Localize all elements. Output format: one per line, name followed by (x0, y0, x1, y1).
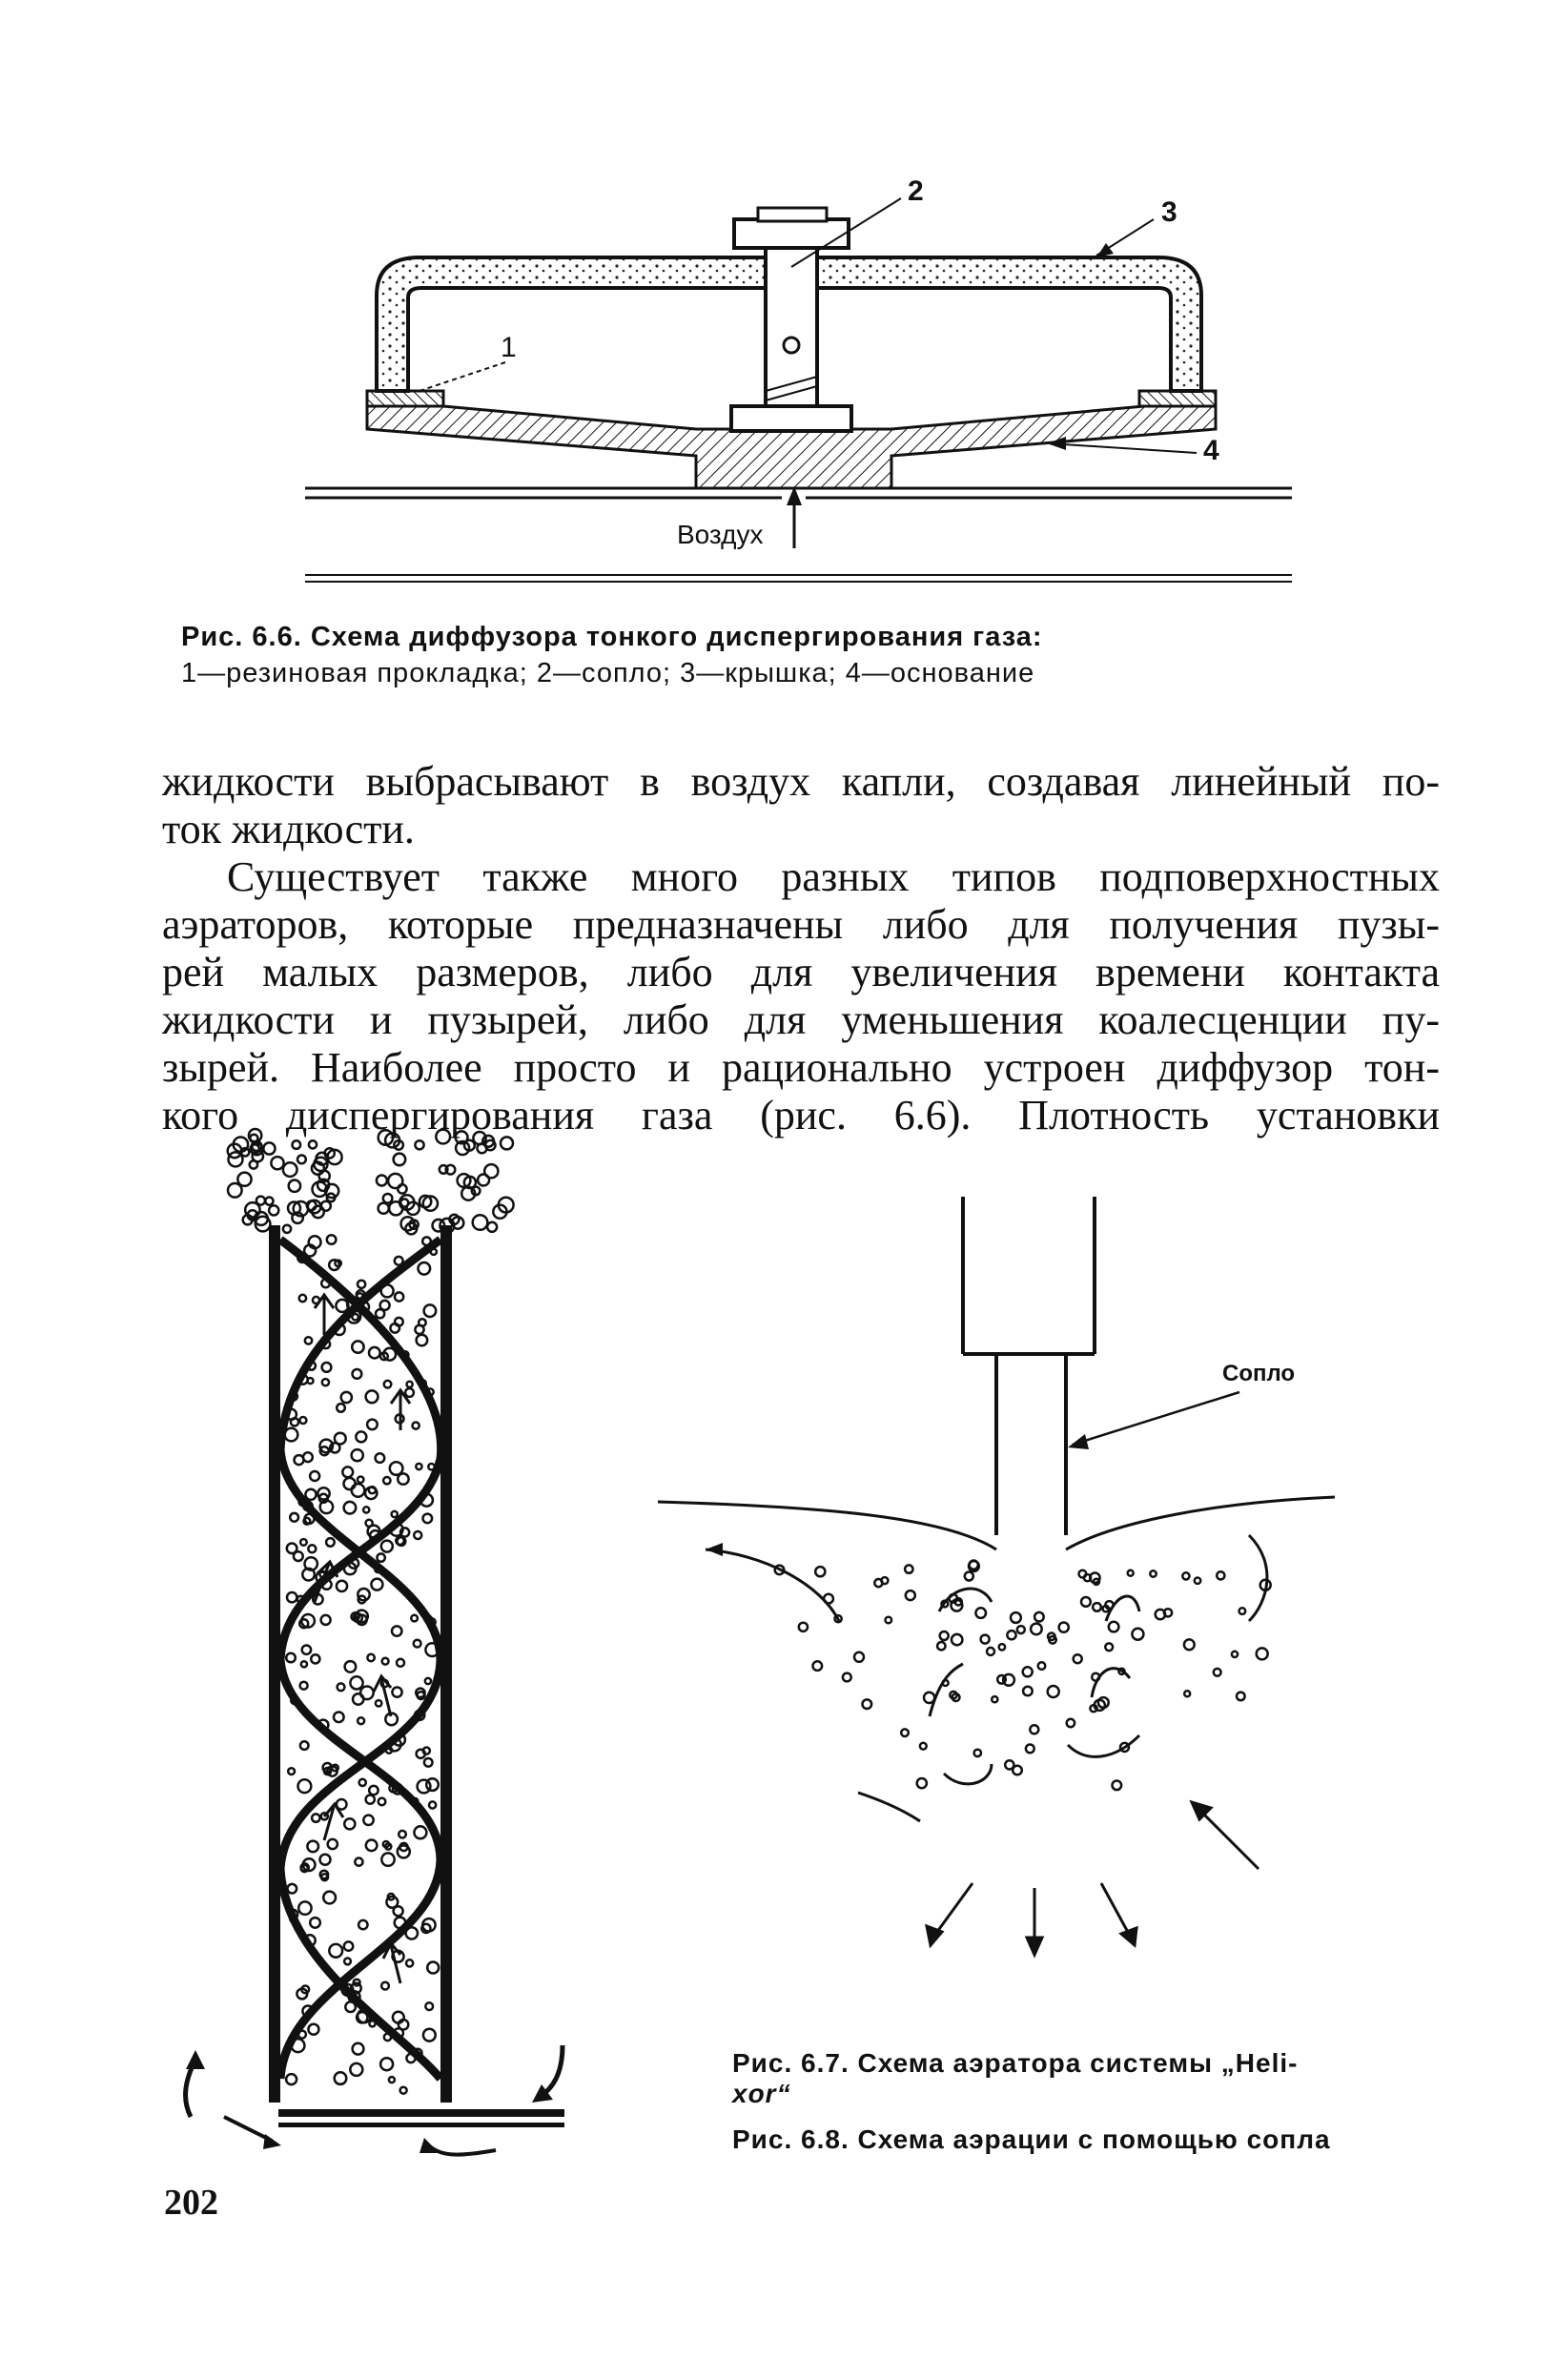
bubble (974, 1750, 981, 1756)
bubble (269, 1205, 278, 1215)
bubble (305, 1337, 312, 1344)
bubble (1128, 1570, 1134, 1576)
bubble (367, 1420, 378, 1430)
bubble (307, 1841, 318, 1853)
bubble (422, 1237, 431, 1245)
bubble (286, 2074, 297, 2084)
bubble (407, 1382, 413, 1387)
bubble (425, 1678, 431, 1684)
bubble (381, 1982, 389, 1990)
bubble (366, 1390, 379, 1403)
bubble (392, 1626, 401, 1635)
bubble (917, 1778, 927, 1788)
bubble (376, 1309, 384, 1318)
bubble (381, 1284, 394, 1297)
bubble (386, 1897, 398, 1908)
bubble (250, 1135, 257, 1142)
bubble (298, 2031, 306, 2039)
bubble (310, 1918, 320, 1928)
bubble (824, 1594, 833, 1604)
bubble (940, 1631, 949, 1640)
bubble (874, 1579, 882, 1587)
bubble (399, 1831, 406, 1838)
bubble (406, 1959, 413, 1966)
bubble (436, 1130, 450, 1144)
bubble (1013, 1766, 1022, 1775)
bubble (357, 1293, 363, 1300)
bubble (376, 1453, 385, 1463)
bubble (1237, 1693, 1245, 1701)
bubble (376, 1700, 381, 1706)
bubble (1031, 1624, 1042, 1635)
bubble (344, 1478, 356, 1489)
bubble (377, 1176, 387, 1186)
bubble (419, 1262, 431, 1275)
page-number: 202 (164, 2183, 218, 2223)
bubble (1182, 1572, 1189, 1579)
bubble (293, 1140, 301, 1149)
bubble (981, 1635, 990, 1644)
bubble (289, 1180, 300, 1192)
bubble (369, 1786, 378, 1795)
bubble (308, 2024, 318, 2035)
bubble (1150, 1570, 1156, 1576)
air-label: Воздух (677, 520, 764, 549)
bubble (328, 1839, 338, 1849)
figure-6-6-caption-title: Рис. 6.6. Схема диффузора тонкого диспергирования газа: (181, 622, 1043, 652)
bubble (381, 1853, 394, 1865)
bubble (418, 1780, 431, 1794)
bubble (305, 1489, 316, 1500)
bubble (353, 2043, 364, 2055)
figure-6-7-caption-line2: xor“ (732, 2079, 791, 2108)
bubble (389, 2077, 395, 2082)
bubble (308, 1545, 316, 1552)
bubble (1084, 1574, 1091, 1581)
bubble (395, 1918, 406, 1929)
bubble (1048, 1686, 1059, 1697)
bubble (383, 1348, 396, 1361)
bubble (377, 1553, 384, 1561)
figure-6-6-caption-legend: 1—резиновая прокладка; 2—сопло; 3—крышка; 4—основание (181, 658, 1035, 688)
bubble (414, 1531, 421, 1539)
bubble (379, 1203, 389, 1214)
bubble (288, 1768, 295, 1775)
body-line-5: рей малых размеров, либо для увеличения времени контакта (162, 949, 1440, 995)
bubble (384, 2034, 391, 2041)
bubble (394, 1154, 406, 1166)
bubble (1132, 1629, 1143, 1640)
bubble (299, 1295, 306, 1302)
bubble (1059, 1623, 1069, 1632)
bubble (1023, 1667, 1033, 1676)
bubble (344, 1941, 353, 1950)
bubble (303, 1452, 313, 1462)
bubble (395, 1292, 403, 1301)
bubble (423, 2029, 436, 2041)
bubble (300, 1539, 307, 1546)
bubble (478, 1175, 489, 1186)
bubble (312, 1814, 319, 1821)
bubble (1034, 1612, 1044, 1622)
bubble (358, 1920, 367, 1929)
bubble (379, 1798, 386, 1806)
bubble (300, 1741, 309, 1750)
bubble (326, 1538, 335, 1547)
bubble (1092, 1673, 1099, 1681)
bubble (386, 1747, 392, 1753)
bubble (298, 1779, 312, 1793)
bubble (320, 1855, 331, 1865)
bubble (423, 1748, 430, 1754)
bubble (854, 1652, 864, 1662)
bubble (920, 1743, 927, 1750)
body-line-4: аэраторов, которые предназначены либо для получения пузы- (162, 901, 1440, 948)
bubble (799, 1623, 808, 1631)
body-line-3: Существует также много разных типов подповерхностных (227, 853, 1440, 900)
bubble (424, 1304, 437, 1317)
bubble (358, 1281, 365, 1288)
bubble (1217, 1571, 1224, 1579)
bubble (291, 1418, 298, 1426)
bubble (263, 1142, 275, 1154)
bubble (424, 1758, 433, 1767)
bubble (283, 1162, 297, 1177)
figure-6-8-nozzle-diagram (610, 1182, 1335, 2002)
body-line-7: зырей. Наиболее просто и рационально устроен диффузор тон- (162, 1044, 1440, 1091)
bubble (352, 1314, 358, 1320)
bubble (414, 1826, 426, 1838)
bubble (321, 1615, 331, 1625)
bubble (335, 2072, 347, 2084)
bubble (1081, 1597, 1091, 1607)
bubble (341, 1392, 352, 1403)
bubble (383, 1194, 393, 1203)
bubble (350, 1676, 362, 1689)
bubble (302, 1646, 311, 1654)
bubble (411, 1615, 418, 1622)
bubble (369, 1487, 376, 1493)
bubble (367, 1654, 374, 1661)
bubble (843, 1673, 851, 1682)
bubble (337, 1404, 345, 1412)
nozzle-label: Сопло (1222, 1361, 1296, 1386)
bubble (813, 1661, 823, 1671)
bubble (487, 1222, 497, 1232)
bubble (250, 1160, 257, 1168)
bubble (353, 1369, 362, 1379)
bubble (287, 1592, 297, 1602)
body-line-6: жидкости и пузырей, либо для уменьшения коалесценции пу- (162, 996, 1440, 1043)
bubble (398, 1473, 408, 1484)
bubble (334, 1713, 344, 1723)
bubble (395, 1257, 403, 1265)
figure-6-6-diffuser-diagram (0, 0, 1556, 610)
bubble (369, 2021, 375, 2026)
bubble (294, 1551, 303, 1561)
bubble (297, 1156, 306, 1164)
bubble (381, 1541, 393, 1552)
bubble (1074, 1654, 1082, 1663)
bubble (1184, 1691, 1190, 1696)
bubble (288, 1884, 297, 1894)
bubble (992, 1696, 997, 1702)
bubble (392, 1511, 398, 1517)
bubble (906, 1590, 915, 1600)
bubble (1023, 1687, 1033, 1696)
bubble (342, 1467, 353, 1477)
bubble (358, 1717, 364, 1724)
bubble (417, 1335, 428, 1346)
bubble (1105, 1643, 1113, 1651)
bubble (323, 1892, 336, 1904)
bubble (380, 2058, 393, 2070)
bubble (397, 1659, 404, 1667)
bubble (366, 1795, 375, 1804)
label-1: 1 (501, 332, 517, 363)
bubble (1067, 1719, 1075, 1727)
gasket-right (1139, 391, 1216, 406)
bubble (300, 1682, 308, 1690)
bubble (353, 1693, 363, 1704)
bubble (965, 1572, 973, 1581)
body-line-8: кого диспергирования газа (рис. 6.6). Плотность установки (162, 1092, 1440, 1139)
bubble (352, 1484, 365, 1497)
bubble (937, 1642, 945, 1650)
bubble (384, 1381, 392, 1388)
bubble (283, 1225, 291, 1233)
label-2: 2 (908, 175, 924, 207)
bubble (322, 1363, 332, 1372)
bubble (943, 1680, 949, 1686)
bubble (1113, 1781, 1122, 1791)
bubble (429, 1801, 436, 1808)
bubble (298, 1901, 311, 1914)
bubble (286, 1653, 296, 1663)
bubble (382, 1658, 389, 1665)
bubble (383, 1477, 390, 1484)
bubble (1030, 1725, 1038, 1734)
bubble (371, 1579, 382, 1590)
air-inlet-arrow (787, 486, 802, 548)
bubble (310, 1471, 319, 1481)
bubble (363, 1816, 373, 1825)
bubble (355, 1858, 362, 1866)
bubble (1093, 1603, 1101, 1611)
bubble (1105, 1601, 1113, 1609)
bubble (905, 1565, 912, 1572)
bubble (358, 1477, 363, 1483)
bubble (428, 1464, 434, 1469)
bubble (1214, 1669, 1221, 1676)
bubble (356, 1431, 366, 1442)
bubble (952, 1634, 962, 1645)
bubble (311, 1654, 319, 1663)
bubble (337, 1581, 347, 1591)
bubble (400, 2087, 407, 2094)
bubble (987, 1648, 994, 1655)
bubble (290, 1513, 298, 1522)
bubble (358, 1589, 369, 1600)
label-3: 3 (1161, 196, 1177, 228)
bubble (416, 1464, 421, 1469)
bubble (425, 2002, 433, 2010)
bubble (271, 1157, 283, 1169)
bubble (415, 1140, 423, 1149)
bubble (285, 1428, 298, 1442)
figure-6-8-caption: Рис. 6.8. Схема аэрации с помощью сопла (732, 2124, 1331, 2154)
bubble (419, 1319, 426, 1326)
bubble (1184, 1639, 1195, 1650)
bubble (999, 1644, 1005, 1650)
bubble (344, 1818, 355, 1829)
bubble (366, 1840, 378, 1852)
label-4: 4 (1203, 435, 1219, 466)
bubble (345, 2001, 356, 2012)
bubble (1017, 1626, 1025, 1633)
bubble (265, 1198, 273, 1205)
bubble (363, 1507, 369, 1512)
bubble (1007, 1631, 1015, 1639)
bubble (301, 1661, 307, 1667)
bubble (1232, 1652, 1238, 1657)
bubble (413, 1423, 420, 1429)
bubble (237, 1173, 251, 1186)
bubble (345, 1661, 357, 1672)
bubble (1257, 1648, 1268, 1659)
bubble (369, 1347, 380, 1359)
bubble (427, 1962, 439, 1974)
bubble (327, 1235, 337, 1244)
bubble (352, 1449, 363, 1461)
body-line-2: ток жидкости. (162, 806, 415, 852)
bubble (406, 1927, 418, 1939)
bubble (400, 1199, 408, 1206)
bubble (423, 1514, 433, 1524)
bubble (418, 1692, 425, 1699)
bubble (1195, 1578, 1200, 1584)
bubble (344, 1959, 351, 1965)
gasket-left (367, 391, 443, 406)
bubble (863, 1699, 872, 1709)
bubble (924, 1693, 934, 1703)
aeration-bubbles (775, 1561, 1271, 1791)
bubble (338, 1683, 345, 1691)
bubble (1109, 1622, 1119, 1632)
bubble (501, 1137, 513, 1149)
bubble (392, 1688, 401, 1697)
bubble (350, 2063, 362, 2076)
bubble (975, 1608, 986, 1618)
bubble (431, 1249, 437, 1255)
body-line-1: жидкости выбрасывают в воздух капли, создавая линейный по- (162, 758, 1440, 805)
bubble (309, 1140, 317, 1148)
bubble (1026, 1745, 1034, 1754)
bubble (359, 1779, 366, 1786)
bubble (1011, 1612, 1021, 1623)
bubble (344, 1502, 357, 1514)
bubble (1239, 1608, 1246, 1614)
bubble (329, 1944, 342, 1958)
figure-6-7-caption-line1: Рис. 6.7. Схема аэратора системы „Heli- (732, 2048, 1299, 2078)
bubble (1038, 1662, 1046, 1670)
bubble (352, 1341, 363, 1352)
bubble (405, 1388, 414, 1397)
bubble (815, 1567, 825, 1576)
figure-6-7-helixor-diagram (0, 1116, 610, 2165)
bubble (886, 1617, 892, 1624)
bubble (473, 1215, 488, 1230)
bubble (299, 1417, 306, 1424)
bubble (414, 1640, 421, 1648)
bubble (901, 1729, 909, 1736)
bubble (322, 1379, 329, 1385)
